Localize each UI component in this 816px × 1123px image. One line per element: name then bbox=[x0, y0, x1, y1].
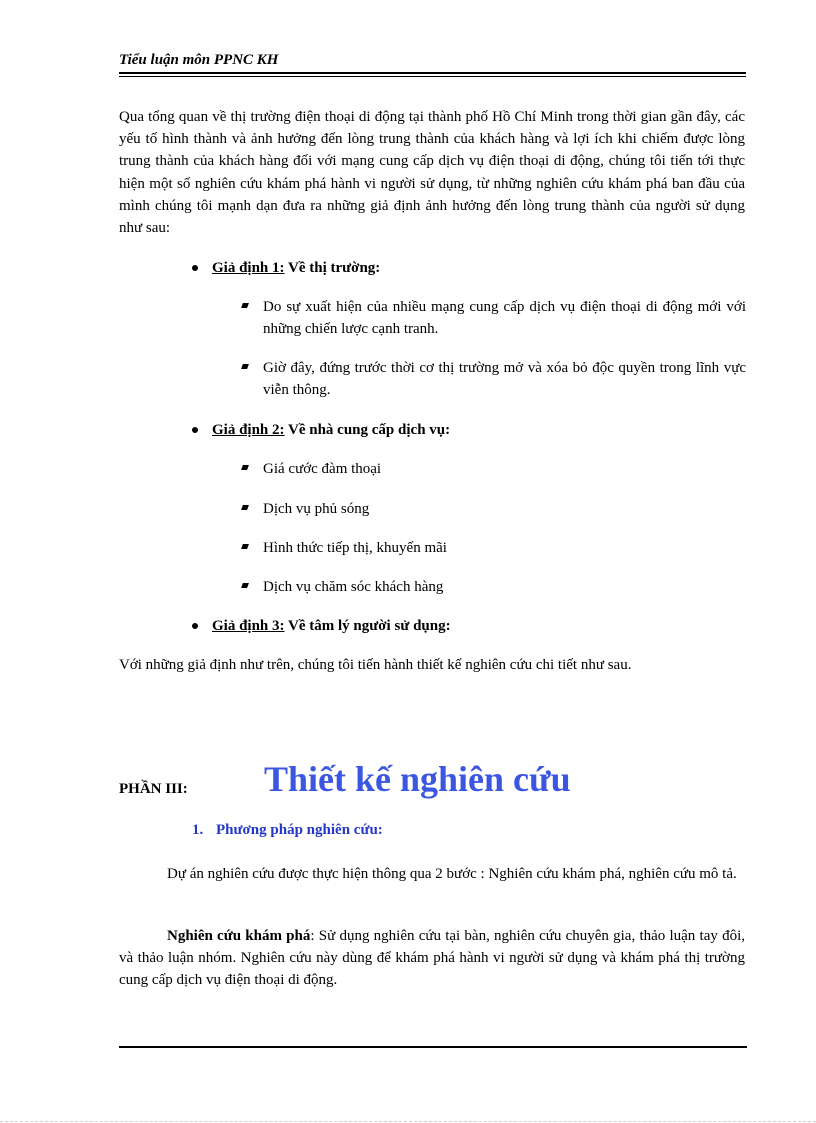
assumption-title: Về nhà cung cấp dịch vụ: bbox=[284, 422, 451, 438]
assumption-3-heading bbox=[192, 616, 451, 636]
section-heading bbox=[192, 822, 383, 839]
header-rule bbox=[119, 72, 746, 74]
section-title: Phương pháp nghiên cứu: bbox=[216, 822, 383, 838]
page-edge bbox=[0, 1121, 816, 1122]
closing-sentence: Với những giả định như trên, chúng tôi tiến hành thiết kế nghiên cứu chi tiết như sau. bbox=[119, 657, 632, 673]
item-text: Giờ đây, đứng trước thời cơ thị trường mở và xóa bỏ độc quyền trong lĩnh vực viễn thông. bbox=[263, 360, 746, 398]
square-bullet-icon bbox=[241, 364, 249, 369]
part-title: Thiết kế nghiên cứu bbox=[264, 759, 571, 799]
exploratory-paragraph bbox=[119, 925, 745, 991]
assumption-title: Về thị trường: bbox=[284, 260, 381, 276]
round-bullet-icon bbox=[192, 265, 198, 271]
exploratory-text: : Sử dụng nghiên cứu tại bàn, nghiên cứu chuyên gia, thảo luận tay đôi, và thảo luận nhóm. Nghiên cứu này dùng để khám phá hành vi người sử dụng và khám phá thị trường cung cấp dịch vụ điện thoại di động. bbox=[119, 928, 745, 988]
item-text: Do sự xuất hiện của nhiều mạng cung cấp dịch vụ điện thoại di động mới với những chiến lược cạnh tranh. bbox=[263, 299, 746, 337]
assumption-1-item-2 bbox=[242, 357, 746, 401]
section-number: 1. bbox=[192, 822, 204, 838]
round-bullet-icon bbox=[192, 623, 198, 629]
assumption-label: Giả định 2: bbox=[212, 422, 285, 438]
item-text: Hình thức tiếp thị, khuyến mãi bbox=[263, 540, 447, 556]
assumption-label: Giả định 3: bbox=[212, 618, 285, 634]
exploratory-lead: Nghiên cứu khám phá bbox=[167, 928, 311, 944]
square-bullet-icon bbox=[241, 465, 249, 470]
footer-rule bbox=[119, 1046, 747, 1048]
assumption-label: Giả định 1: bbox=[212, 260, 285, 276]
assumption-title: Về tâm lý người sử dụng: bbox=[284, 618, 451, 634]
square-bullet-icon bbox=[241, 544, 249, 549]
assumption-2-item-2 bbox=[242, 498, 746, 520]
assumption-2-item-3 bbox=[242, 537, 746, 559]
intro-paragraph: Qua tổng quan về thị trường điện thoại di động tại thành phố Hồ Chí Minh trong thời gian gần đây, các yếu tố hình thành và ảnh hưởng đến lòng trung thành của khách hàng và lợi ích khi chiếm được lòng trung thành của khách hàng đối với mạng cung cấp dịch vụ điện thoại di động, chúng tôi tiến tới thực hiện một số nghiên cứu khám phá hành vi người sử dụng, từ những nghiên cứu khám phá ban đầu của mình chúng tôi mạnh dạn đưa ra những giả định ảnh hưởng đến lòng trung thành của người sử dụng như sau: bbox=[119, 109, 745, 237]
assumption-2-item-1 bbox=[242, 458, 746, 480]
header-rule-thin bbox=[119, 76, 746, 77]
header-title: Tiểu luận môn PPNC KH bbox=[119, 52, 279, 68]
assumption-1-item-1 bbox=[242, 296, 746, 340]
item-text: Dịch vụ chăm sóc khách hàng bbox=[263, 579, 444, 595]
item-text: Dịch vụ phủ sóng bbox=[263, 501, 370, 517]
method-paragraph: Dự án nghiên cứu được thực hiện thông qua 2 bước : Nghiên cứu khám phá, nghiên cứu mô tả. bbox=[167, 866, 737, 882]
assumption-2-heading bbox=[192, 420, 450, 440]
square-bullet-icon bbox=[241, 303, 249, 308]
part-label: PHẦN III: bbox=[119, 781, 188, 797]
item-text: Giá cước đàm thoại bbox=[263, 461, 382, 477]
round-bullet-icon bbox=[192, 427, 198, 433]
assumption-1-heading bbox=[192, 258, 380, 278]
assumption-2-item-4 bbox=[242, 576, 746, 598]
square-bullet-icon bbox=[241, 583, 249, 588]
square-bullet-icon bbox=[241, 505, 249, 510]
